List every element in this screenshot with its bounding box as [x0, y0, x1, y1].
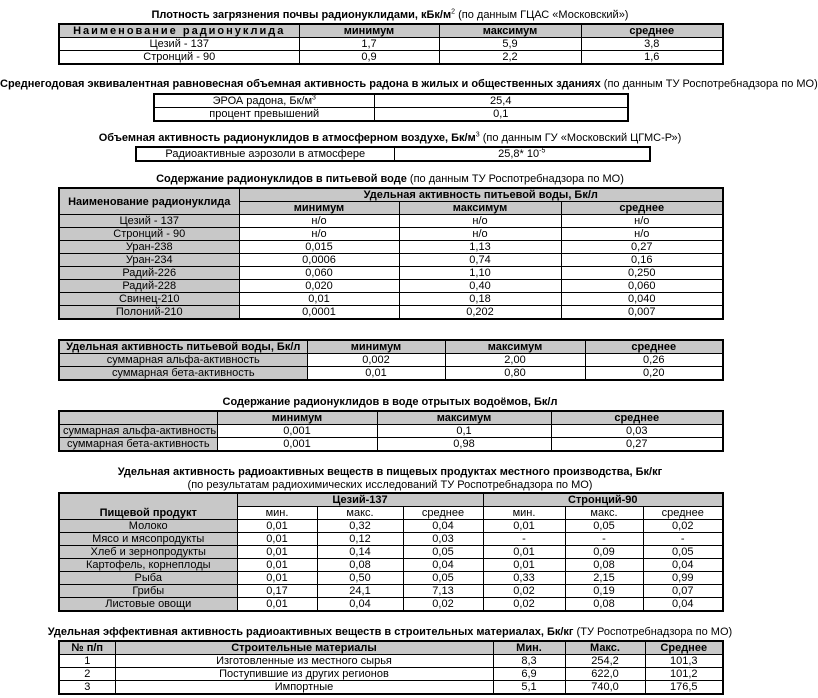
table-cell: 0,08	[317, 559, 403, 572]
table-cell: 254,2	[565, 655, 645, 668]
row-label: суммарная альфа-активность	[59, 354, 307, 367]
table-cell: 0,0006	[239, 254, 399, 267]
table-row: Стронций - 90 0,9 2,2 1,6	[59, 51, 723, 65]
table-cell: 0,001	[217, 425, 377, 438]
row-label: Рыба	[59, 572, 237, 585]
col-header: среднее	[561, 202, 723, 215]
table-row	[59, 572, 723, 585]
table-cell: 0,020	[239, 280, 399, 293]
row-label: 3	[59, 681, 115, 695]
table-cell: 0,08	[565, 598, 643, 612]
row-label: Уран-234	[59, 254, 239, 267]
table-row	[59, 668, 723, 681]
table-cell: 6,9	[493, 668, 565, 681]
row-label: суммарная бета-активность	[59, 367, 307, 381]
col-header: мин.	[237, 507, 317, 520]
table-cell: 622,0	[565, 668, 645, 681]
table-cell: н/о	[239, 215, 399, 228]
table-cell: 0,01	[237, 533, 317, 546]
col-header: максимум	[377, 411, 551, 425]
table-cell: 0,12	[317, 533, 403, 546]
water-title: Содержание радионуклидов в питьевой воде (по данным ТУ Роспотребнадзора по МО)	[156, 173, 624, 185]
table-row: Радиоактивные аэрозоли в атмосфере 25,8* $10^{-5}$	[136, 147, 650, 161]
table-cell: н/о	[239, 228, 399, 241]
col-header: макс.	[317, 507, 403, 520]
col-header: максимум	[445, 340, 585, 354]
table-cell: 0,04	[643, 559, 723, 572]
table-cell: 0,03	[551, 425, 723, 438]
row-label: Грибы	[59, 585, 237, 598]
row-label: 1	[59, 655, 115, 668]
soil-table	[58, 23, 724, 65]
table-cell: Изготовленные из местного сырья	[115, 655, 493, 668]
table-cell: 0,04	[643, 598, 723, 612]
col-header: минимум	[239, 202, 399, 215]
group-header: Удельная активность питьевой воды, Бк/л	[239, 188, 723, 202]
col-header: среднее	[551, 411, 723, 425]
table-row	[59, 438, 723, 452]
row-label: Свинец-210	[59, 293, 239, 306]
table-cell: 2,00	[445, 354, 585, 367]
row-label: Радий-228	[59, 280, 239, 293]
row-label: Уран-238	[59, 241, 239, 254]
table-row: Цезий - 137 1,7 5,9 3,8	[59, 38, 723, 51]
table-cell: 0,02	[403, 598, 483, 612]
table-cell: 0,1	[377, 425, 551, 438]
table-row	[59, 241, 723, 254]
col-header: максимум	[439, 24, 581, 38]
col-header: максимум	[399, 202, 561, 215]
table-cell: 0,05	[403, 546, 483, 559]
col-header: среднее	[581, 24, 723, 38]
table-cell: 0,250	[561, 267, 723, 280]
col-header: минимум	[307, 340, 445, 354]
group-header: Стронций-90	[483, 493, 723, 507]
table-cell: 0,05	[643, 546, 723, 559]
table-cell: 7,13	[403, 585, 483, 598]
table-cell: 0,05	[565, 520, 643, 533]
table-cell: 0,01	[483, 559, 565, 572]
table-row	[59, 559, 723, 572]
table-cell: 2,15	[565, 572, 643, 585]
col-header: макс.	[565, 507, 643, 520]
building-title: Удельная эффективная активность радиоактивных веществ в строительных материалах, Бк/кг (ТУ Роспотребнадзора по МО)	[47, 626, 733, 638]
table-cell: 0,17	[237, 585, 317, 598]
col-header: минимум	[299, 24, 439, 38]
row-label: Цезий - 137	[59, 215, 239, 228]
table-cell: 0,01	[483, 546, 565, 559]
table-cell: 0,01	[307, 367, 445, 381]
table-row: процент превышений 0,1	[154, 108, 628, 122]
table-row	[59, 425, 723, 438]
table-row	[59, 280, 723, 293]
table-cell: 0,07	[643, 585, 723, 598]
table-row	[59, 681, 723, 695]
col-header: среднее	[643, 507, 723, 520]
table-row	[59, 655, 723, 668]
row-label: суммарная альфа-активность	[59, 425, 217, 438]
table-cell: 0,060	[239, 267, 399, 280]
col-header: Макс.	[565, 641, 645, 655]
table-row	[59, 585, 723, 598]
table-cell: 0,09	[565, 546, 643, 559]
table-row	[59, 520, 723, 533]
table-cell: 0,02	[483, 598, 565, 612]
table-cell: 0,40	[399, 280, 561, 293]
table-cell: 0,01	[239, 293, 399, 306]
radon-table	[153, 93, 629, 122]
table-cell: 1,10	[399, 267, 561, 280]
water-table	[58, 187, 724, 320]
table-cell: -	[643, 533, 723, 546]
table-cell: 0,19	[565, 585, 643, 598]
soil-title: Плотность загрязнения почвы радионуклидами, кБк/$м^2$ (по данным ГЦАС «Московский»)	[151, 8, 629, 21]
table-cell: 0,80	[445, 367, 585, 381]
table-cell: 0,16	[561, 254, 723, 267]
row-label: 2	[59, 668, 115, 681]
col-header: среднее	[403, 507, 483, 520]
table-cell: 0,002	[307, 354, 445, 367]
table-cell: 0,27	[561, 241, 723, 254]
table-cell: 0,04	[317, 598, 403, 612]
table-cell: Поступившие из других регионов	[115, 668, 493, 681]
table-row	[59, 215, 723, 228]
table-cell: 0,74	[399, 254, 561, 267]
table-row	[59, 367, 723, 381]
table-cell: 0,99	[643, 572, 723, 585]
radon-title: Среднегодовая эквивалентная равновесная объемная активность радона в жилых и общественных зданиях (по данным ТУ Роспотребнадзора по МО)	[0, 78, 818, 90]
table-cell: -	[565, 533, 643, 546]
table-cell: н/о	[399, 228, 561, 241]
row-label: Мясо и мясопродукты	[59, 533, 237, 546]
row-label: Молоко	[59, 520, 237, 533]
open-water-title: Содержание радионуклидов в воде отрытых водоёмов, Бк/л	[222, 396, 558, 408]
table-cell: 0,50	[317, 572, 403, 585]
col-header: Удельная активность питьевой воды, Бк/л	[59, 340, 307, 354]
table-cell: 101,3	[645, 655, 723, 668]
table-cell: 0,20	[585, 367, 723, 381]
table-cell: 0,015	[239, 241, 399, 254]
table-cell: 0,02	[483, 585, 565, 598]
table-cell: 0,01	[237, 572, 317, 585]
col-header: минимум	[217, 411, 377, 425]
row-label: Листовые овощи	[59, 598, 237, 612]
col-header: Строительные материалы	[115, 641, 493, 655]
table-cell: 0,02	[643, 520, 723, 533]
table-cell: 0,14	[317, 546, 403, 559]
row-label: Картофель, корнеплоды	[59, 559, 237, 572]
air-table	[135, 146, 651, 162]
table-row	[59, 354, 723, 367]
table-cell: 176,5	[645, 681, 723, 695]
table-cell: 0,01	[237, 559, 317, 572]
col-header: среднее	[585, 340, 723, 354]
open-water-table	[58, 410, 724, 452]
table-cell: 0,98	[377, 438, 551, 452]
col-header: Наименование радионуклида	[59, 24, 299, 38]
table-cell: 0,007	[561, 306, 723, 320]
col-header: мин.	[483, 507, 565, 520]
row-label: Стронций - 90	[59, 228, 239, 241]
table-cell: 0,060	[561, 280, 723, 293]
table-cell: 0,27	[551, 438, 723, 452]
col-header: Наименование радионуклида	[59, 188, 239, 215]
table-cell: 0,04	[403, 559, 483, 572]
col-header	[59, 411, 217, 425]
table-cell: 24,1	[317, 585, 403, 598]
table-cell: 0,03	[403, 533, 483, 546]
table-cell: 0,08	[565, 559, 643, 572]
table-cell: 0,01	[237, 546, 317, 559]
food-table	[58, 492, 724, 612]
table-cell: 0,32	[317, 520, 403, 533]
row-label: суммарная бета-активность	[59, 438, 217, 452]
table-cell: 0,01	[237, 520, 317, 533]
table-row	[59, 598, 723, 612]
group-header: Цезий-137	[237, 493, 483, 507]
table-cell: 8,3	[493, 655, 565, 668]
table-cell: н/о	[561, 215, 723, 228]
table-cell: 0,202	[399, 306, 561, 320]
table-row	[59, 546, 723, 559]
water-sum-table	[58, 339, 724, 381]
table-row	[59, 254, 723, 267]
col-header: Среднее	[645, 641, 723, 655]
table-cell: 101,2	[645, 668, 723, 681]
table-cell: 0,01	[237, 598, 317, 612]
food-title: Удельная активность радиоактивных веществ в пищевых продуктах местного производства, Бк/кг	[117, 466, 663, 478]
table-row	[59, 228, 723, 241]
table-row: ЭРОА радона, $Бк/м^3$ 25,4	[154, 94, 628, 108]
table-cell: 0,33	[483, 572, 565, 585]
col-header: № п/п	[59, 641, 115, 655]
table-cell: 0,040	[561, 293, 723, 306]
table-cell: 740,0	[565, 681, 645, 695]
table-cell: 0,18	[399, 293, 561, 306]
table-cell: 1,13	[399, 241, 561, 254]
table-cell: -	[483, 533, 565, 546]
table-cell: 0,05	[403, 572, 483, 585]
food-subtitle: (по результатам радиохимических исследований ТУ Роспотребнадзора по МО)	[187, 479, 593, 491]
table-cell: 0,01	[483, 520, 565, 533]
table-row	[59, 533, 723, 546]
table-cell: н/о	[561, 228, 723, 241]
building-table	[58, 640, 724, 695]
col-header: Мин.	[493, 641, 565, 655]
table-row	[59, 293, 723, 306]
table-cell: 0,001	[217, 438, 377, 452]
table-cell: н/о	[399, 215, 561, 228]
table-cell: 5,1	[493, 681, 565, 695]
table-cell: 0,04	[403, 520, 483, 533]
table-row	[59, 306, 723, 320]
row-label: Полоний-210	[59, 306, 239, 320]
col-header: Пищевой продукт	[59, 493, 237, 520]
table-cell: 0,0001	[239, 306, 399, 320]
row-label: Хлеб и зернопродукты	[59, 546, 237, 559]
air-title: Объемная активность радионуклидов в атмосферном воздухе, $Бк/м^3$ (по данным ГУ «Московский ЦГМС-Р»)	[98, 131, 682, 144]
table-cell: 0,26	[585, 354, 723, 367]
table-row	[59, 267, 723, 280]
row-label: Радий-226	[59, 267, 239, 280]
table-cell: Импортные	[115, 681, 493, 695]
